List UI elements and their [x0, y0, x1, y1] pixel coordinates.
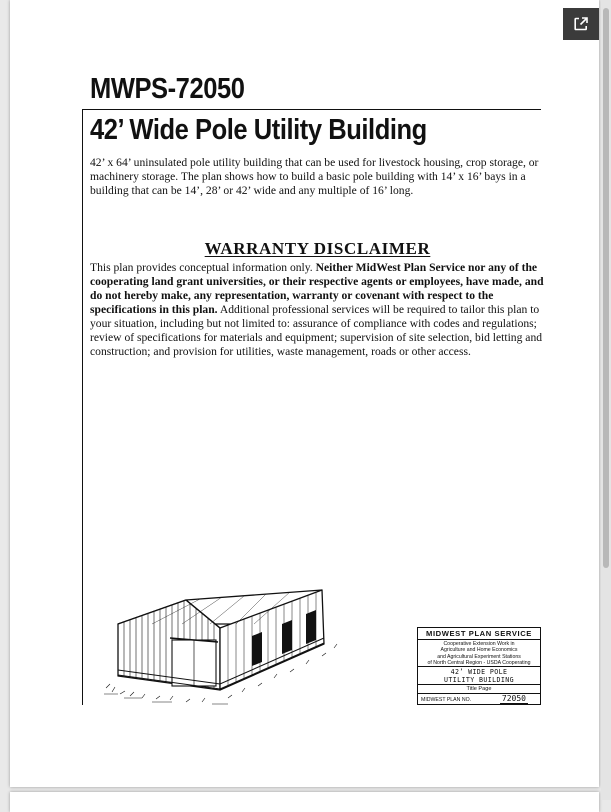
- coop-line: Agriculture and Home Economics: [440, 647, 518, 654]
- warranty-heading: WARRANTY DISCLAIMER: [204, 239, 431, 258]
- next-page-edge: [10, 792, 599, 812]
- title-block-sheet-type: Title Page: [418, 685, 540, 694]
- left-rule: [82, 109, 83, 705]
- plan-name-line: 42’ WIDE POLE: [450, 668, 508, 676]
- title-block-org: MIDWEST PLAN SERVICE: [418, 628, 540, 640]
- popout-button[interactable]: [563, 8, 599, 40]
- title-block-plan-number: [418, 694, 540, 705]
- scrollbar[interactable]: [601, 0, 611, 800]
- plan-number-label: MIDWEST PLAN NO.: [421, 696, 472, 703]
- plan-description: 42’ x 64’ uninsulated pole utility building that can be used for livestock housing, crop storage, or machinery storage. The plan shows how to build a basic pole building with 14’ x 16’ bays in a building that can be 14’, 28’ or 42’ wide and any multiple of 16’ long.: [90, 156, 539, 197]
- plan-title-block: [417, 627, 541, 705]
- coop-line: of North Central Region - USDA Cooperating: [427, 660, 531, 667]
- sliding-door: [170, 638, 218, 686]
- scrollbar-thumb[interactable]: [603, 8, 609, 568]
- title-block-plan-name: [418, 667, 540, 685]
- plan-title: 42’ Wide Pole Utility Building: [90, 114, 427, 146]
- document-page: [10, 0, 599, 787]
- open-in-new-icon: [573, 16, 589, 32]
- plan-id: MWPS-72050: [90, 73, 245, 105]
- building-illustration: [102, 578, 342, 706]
- warranty-bold: Neither MidWest Plan Service nor any of the cooperating land grant universities, or their respective agents or employees, have made, and do not hereby make, any representation, warranty or covenant with respect to the specifications in this plan.: [90, 261, 544, 316]
- coop-line: and Agricultural Experiment Stations: [437, 653, 521, 660]
- plan-number-value: 72050: [501, 694, 526, 703]
- coop-line: Cooperative Extension Work in: [443, 641, 515, 647]
- warranty-lead: This plan provides conceptual information only.: [90, 261, 316, 274]
- header-rule: [82, 109, 541, 110]
- warranty-text: [90, 261, 545, 359]
- warranty-rest: Additional professional services will be required to tailor this plan to your situation, including but not limited to: assurance of compliance with codes and regulations; review of specifications for materials and equipment; supervision of site selection, bid letting and construction; and provision for utilities, waste management, roads or other access.: [90, 303, 543, 358]
- title-block-cooperators: [418, 640, 540, 667]
- plan-name-line: UTILITY BUILDING: [444, 676, 514, 684]
